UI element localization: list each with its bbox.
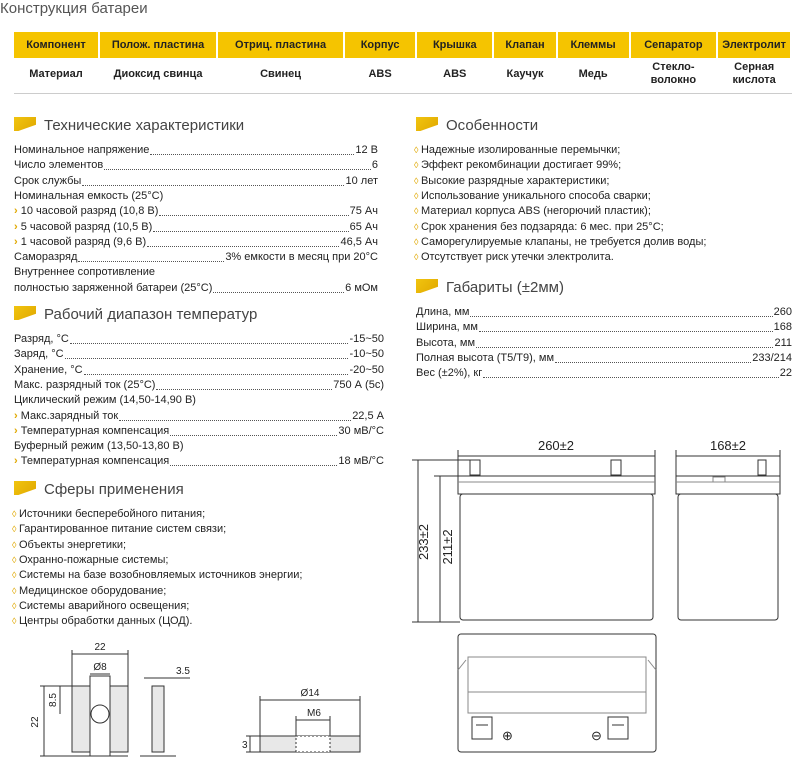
leader-dots <box>84 374 349 375</box>
terminal-top-plus <box>472 717 492 739</box>
spec-value: -20~50 <box>349 363 384 376</box>
terminal-2-thread <box>296 736 330 752</box>
spec-value: -10~50 <box>349 348 384 361</box>
spec-value: 12 В <box>355 144 378 156</box>
spec-label: Номинальное напряжение <box>14 144 150 156</box>
spec-value: 30 мВ/°C <box>338 424 384 437</box>
bullet-item: ◊ Объекты энергетики; <box>12 538 126 553</box>
spec-value: 3% емкости в месяц при 20°C <box>225 251 378 264</box>
spec-row <box>416 366 792 381</box>
spec-value: 10 лет <box>345 174 378 187</box>
t2-diam-label: Ø14 <box>300 688 320 699</box>
dim-length-label: 260±2 <box>537 438 575 453</box>
spec-value: 65 Ач <box>349 220 378 233</box>
section-title: Сферы применения <box>44 481 184 498</box>
spec-label: › 10 часовой разряд (10,8 В) <box>14 204 158 219</box>
leader-dots <box>147 246 339 247</box>
bullet-item: ◊ Центры обработки данных (ЦОД). <box>12 614 192 629</box>
construction-header-row <box>14 32 791 58</box>
spec-value: 22 <box>779 367 792 380</box>
page-title: Конструкция батареи <box>0 0 148 17</box>
spec-row <box>14 143 378 158</box>
material-cell: ABS <box>344 58 416 90</box>
terminal-drawing <box>14 636 394 780</box>
dim-width-label: 168±2 <box>709 438 747 453</box>
spec-value: 750 А (5с) <box>333 378 384 391</box>
leader-dots <box>170 465 337 466</box>
spec-label: Длина, мм <box>416 306 470 318</box>
spec-label: Макс. разрядный ток (25°С) <box>14 378 156 391</box>
spec-label: › Температурная компенсация <box>14 424 169 439</box>
bullet-item: ◊ Отсутствует риск утечки электролита. <box>414 250 614 265</box>
spec-row <box>14 424 384 439</box>
section-title: Технические характеристики <box>44 117 245 134</box>
spec-label: › Температурная компенсация <box>14 454 169 469</box>
leader-dots <box>159 215 348 216</box>
terminal-top-minus <box>608 717 628 739</box>
header-cell: Сепаратор <box>630 32 718 58</box>
material-cell: Материал <box>14 58 99 90</box>
t1-height-label: 22 <box>30 716 41 728</box>
leader-dots <box>150 154 354 155</box>
bullet-item: ◊ Системы аварийного освещения; <box>12 599 189 614</box>
bullet-item: ◊ Охранно-пожарные системы; <box>12 553 168 568</box>
leader-dots <box>476 347 773 348</box>
battery-drawing <box>408 432 804 780</box>
spec-row <box>14 189 378 204</box>
spec-value: 75 Ач <box>349 205 378 218</box>
section-title: Габариты (±2мм) <box>446 279 564 296</box>
leader-dots <box>153 231 348 232</box>
material-cell: Свинец <box>217 58 344 90</box>
spec-value: 168 <box>773 321 792 334</box>
bullet-item: ◊ Источники бесперебойного питания; <box>12 507 205 522</box>
leader-dots <box>65 358 349 359</box>
leader-dots <box>82 185 344 186</box>
spec-label: Циклический режим (14,50-14,90 В) <box>14 394 196 407</box>
header-cell: Отриц. пластина <box>217 32 344 58</box>
spec-value: 233/214 <box>752 351 792 364</box>
material-cell: Диоксид свинца <box>99 58 217 90</box>
leader-dots <box>213 292 344 293</box>
spec-row <box>14 204 378 219</box>
section-title: Особенности <box>446 117 539 134</box>
leader-dots <box>156 389 332 390</box>
section-features <box>416 117 538 134</box>
material-cell: Стекло- волокно <box>630 58 718 90</box>
spec-label: Номинальная емкость (25°C) <box>14 189 164 202</box>
leader-dots <box>470 316 772 317</box>
construction-table <box>14 32 792 90</box>
dim-full-height-label: 233±2 <box>416 523 431 561</box>
header-cell: Полож. пластина <box>99 32 217 58</box>
spec-label: Буферный режим (13,50-13,80 В) <box>14 440 184 453</box>
header-cell: Корпус <box>344 32 416 58</box>
terminal-left <box>470 460 480 475</box>
spec-value: 6 мОм <box>345 281 378 294</box>
spec-row <box>416 305 792 320</box>
spec-label: Число элементов <box>14 159 104 172</box>
battery-top-view <box>458 634 656 752</box>
spec-label: Вес (±2%), кг <box>416 367 483 380</box>
material-cell: ABS <box>416 58 493 90</box>
battery-lid-side <box>676 476 780 494</box>
bullet-item: ◊ Использование уникального способа сварки; <box>414 189 651 204</box>
construction-material-row <box>14 58 791 90</box>
header-cell: Клеммы <box>557 32 630 58</box>
spec-row <box>14 250 378 265</box>
leader-dots <box>78 261 224 262</box>
minus-icon: ⊖ <box>591 728 602 743</box>
plus-icon: ⊕ <box>502 728 513 743</box>
spec-label: Полная высота (T5/T9), мм <box>416 351 555 364</box>
spec-label: Заряд, °С <box>14 348 64 361</box>
spec-label: Разряд, °С <box>14 333 69 345</box>
vent-cap <box>713 477 725 482</box>
battery-body-front <box>460 494 653 620</box>
terminal-side <box>758 460 766 475</box>
leader-dots <box>170 435 337 436</box>
t1-thickness-label: 3.5 <box>176 666 190 677</box>
spec-row <box>14 281 378 296</box>
spec-row <box>14 332 384 347</box>
spec-label: Срок службы <box>14 174 82 187</box>
spec-row <box>14 363 384 378</box>
spec-row <box>14 174 378 189</box>
spec-label: Ширина, мм <box>416 321 478 334</box>
material-cell: Медь <box>557 58 630 90</box>
section-temp <box>14 306 257 323</box>
section-marker-icon <box>14 117 36 131</box>
header-cell: Электролит <box>717 32 791 58</box>
leader-dots <box>119 420 351 421</box>
bullet-item: ◊ Срок хранения без подзаряда: 6 мес. при 25°C; <box>414 220 664 235</box>
leader-dots <box>483 377 779 378</box>
header-cell: Крышка <box>416 32 493 58</box>
spec-label: Высота, мм <box>416 336 476 349</box>
spec-row <box>14 347 384 362</box>
section-dims <box>416 279 564 296</box>
divider <box>14 93 792 94</box>
spec-value: 22,5 А <box>352 409 384 422</box>
section-marker-icon <box>14 481 36 495</box>
battery-body-side <box>678 494 778 620</box>
bullet-item: ◊ Надежные изолированные перемычки; <box>414 143 620 158</box>
section-title: Рабочий диапазон температур <box>44 306 258 323</box>
bullet-item: ◊ Системы на базе возобновляемых источников энергии; <box>12 568 302 583</box>
spec-label: Хранение, °С <box>14 363 83 376</box>
spec-label: Саморазряд <box>14 251 78 264</box>
t1-width-label: 22 <box>94 642 106 653</box>
spec-row <box>14 393 384 408</box>
spec-row <box>14 235 378 250</box>
spec-row <box>14 265 378 280</box>
section-apps <box>14 481 184 498</box>
spec-row <box>14 454 384 469</box>
spec-row <box>416 320 792 335</box>
spec-row <box>416 336 792 351</box>
bullet-item: ◊ Гарантированное питание систем связи; <box>12 522 226 537</box>
spec-value: -15~50 <box>349 333 384 345</box>
spec-value: 260 <box>773 306 792 318</box>
spec-label: › 1 часовой разряд (9,6 В) <box>14 235 146 250</box>
spec-label: › Макс.зарядный ток <box>14 409 118 424</box>
spec-value: 46,5 Ач <box>340 235 378 248</box>
bullet-item: ◊ Саморегулируемые клапаны, не требуется долив воды; <box>414 235 706 250</box>
terminal-1-side <box>152 686 164 752</box>
header-cell: Клапан <box>493 32 556 58</box>
section-tech <box>14 117 244 134</box>
header-cell: Компонент <box>14 32 99 58</box>
spec-row <box>14 439 384 454</box>
top-view-panel <box>468 657 646 713</box>
spec-row <box>14 158 378 173</box>
bullet-item: ◊ Медицинское оборудование; <box>12 584 166 599</box>
terminal-right <box>611 460 621 475</box>
section-marker-icon <box>416 279 438 293</box>
leader-dots <box>104 169 371 170</box>
spec-label: Внутреннее сопротивление <box>14 266 155 279</box>
t1-hole-label: Ø8 <box>93 662 107 673</box>
spec-row <box>14 378 384 393</box>
t2-height-label: 3 <box>242 740 248 751</box>
terminal-1-hole <box>91 705 109 723</box>
dim-height-label: 211±2 <box>440 529 455 565</box>
battery-lid-front <box>458 476 655 494</box>
material-cell: Каучук <box>493 58 556 90</box>
spec-value: 18 мВ/°C <box>338 455 384 468</box>
bullet-item: ◊ Материал корпуса ABS (негорючий пластик); <box>414 204 651 219</box>
section-marker-icon <box>14 306 36 320</box>
section-marker-icon <box>416 117 438 131</box>
spec-value: 211 <box>774 336 792 349</box>
spec-label: полностью заряженной батареи (25°C) <box>14 281 213 294</box>
spec-row <box>14 409 384 424</box>
material-cell: Серная кислота <box>717 58 791 90</box>
leader-dots <box>555 362 751 363</box>
spec-row <box>14 220 378 235</box>
spec-row <box>416 351 792 366</box>
bullet-item: ◊ Эффект рекомбинации достигает 99%; <box>414 158 621 173</box>
t2-thread-label: M6 <box>307 708 321 719</box>
bullet-item: ◊ Высокие разрядные характеристики; <box>414 174 609 189</box>
leader-dots <box>70 343 349 344</box>
leader-dots <box>479 331 773 332</box>
spec-value: 6 <box>371 159 378 172</box>
t1-offset-label: 8.5 <box>48 693 59 707</box>
spec-label: › 5 часовой разряд (10,5 В) <box>14 220 152 235</box>
